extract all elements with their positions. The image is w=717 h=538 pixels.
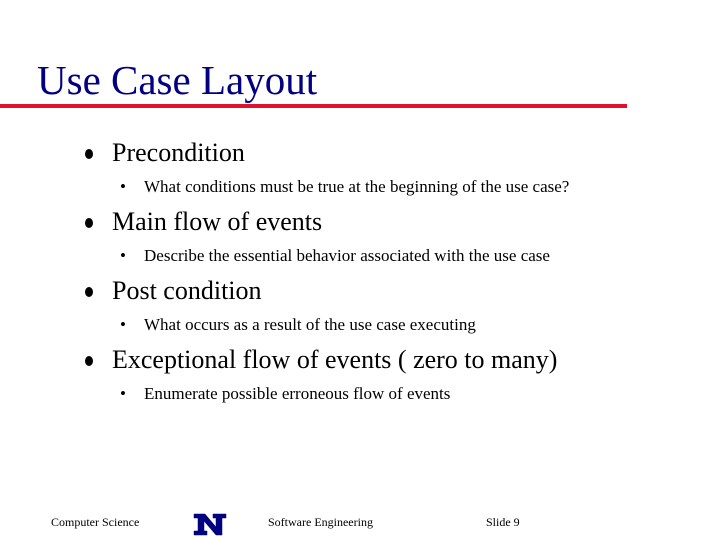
footer-slide-number: Slide 9 (486, 515, 520, 529)
sub-bullet-icon: • (120, 177, 126, 196)
bullet-dot-icon (85, 287, 93, 297)
footer-course: Software Engineering (268, 515, 373, 529)
sub-bullet-text: Enumerate possible erroneous flow of events (144, 384, 451, 403)
sub-bullet-text: Describe the essential behavior associated with the use case (144, 246, 550, 265)
title-underline (0, 104, 627, 108)
sub-bullet-icon: • (120, 246, 126, 265)
bullet-item-post-condition: Post condition (112, 276, 262, 305)
nebraska-n-logo-icon (192, 512, 228, 537)
bullet-dot-icon (85, 356, 93, 366)
slide-title: Use Case Layout (37, 57, 318, 103)
bullet-dot-icon (85, 218, 93, 228)
bullet-item-precondition: Precondition (112, 138, 245, 167)
sub-bullet-icon: • (120, 384, 126, 403)
sub-bullet-icon: • (120, 315, 126, 334)
sub-bullet-text: What occurs as a result of the use case executing (144, 315, 476, 334)
bullet-item-main-flow: Main flow of events (112, 207, 323, 236)
sub-bullet-text: What conditions must be true at the beginning of the use case? (144, 177, 570, 196)
bullet-dot-icon (85, 149, 93, 159)
bullet-item-exceptional-flow: Exceptional flow of events ( zero to many) (112, 345, 558, 374)
footer-department: Computer Science (51, 515, 140, 529)
